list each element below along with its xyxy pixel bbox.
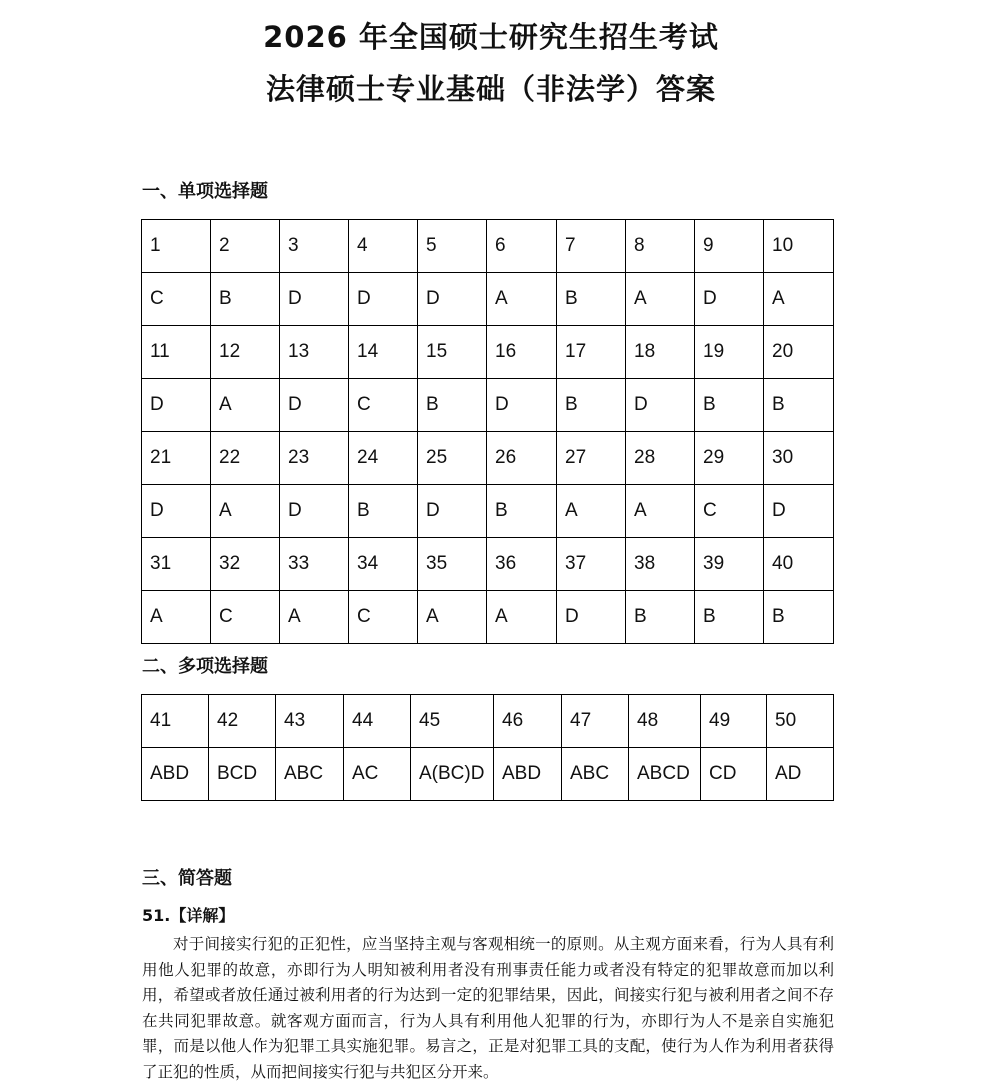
answer-cell: C: [695, 485, 764, 538]
question-number-cell: 15: [418, 326, 487, 379]
document-title: 2026 年全国硕士研究生招生考试: [263, 20, 719, 54]
question-number-cell: 7: [557, 220, 626, 273]
answer-cell: B: [764, 379, 834, 432]
question-number-cell: 49: [701, 695, 767, 748]
answer-cell: C: [349, 591, 418, 644]
question-number-cell: 29: [695, 432, 764, 485]
question-number-cell: 24: [349, 432, 418, 485]
single-choice-rows: [142, 220, 834, 644]
answer-cell: C: [349, 379, 418, 432]
multiple-choice-heading: 二、多项选择题: [142, 656, 268, 677]
answer-cell: D: [418, 273, 487, 326]
question-number-cell: 36: [487, 538, 557, 591]
question-number-cell: 20: [764, 326, 834, 379]
multiple-choice-rows: [142, 695, 834, 801]
question-number-cell: 21: [142, 432, 211, 485]
question-number-cell: 5: [418, 220, 487, 273]
answer-cell: A: [418, 591, 487, 644]
question-number-cell: 43: [276, 695, 344, 748]
answer-cell: C: [211, 591, 280, 644]
question-number-cell: 12: [211, 326, 280, 379]
question-51-explanation: 对于间接实行犯的正犯性，应当坚持主观与客观相统一的原则。从主观方面来看，行为人具有利用他人犯罪的故意，亦即行为人明知被利用者没有刑事责任能力或者没有特定的犯罪故意而加以利用，希望或者放任通过被利用者的行为达到一定的犯罪结果，因此，间接实行犯与被利用者之间不存在共同犯罪故意。就客观方面而言，行为人具有利用他人犯罪的行为，亦即行为人不是亲自实施犯罪，而是以他人作为犯罪工具实施犯罪。易言之，正是对犯罪工具的支配，使行为人作为利用者获得了正犯的性质，从而把间接实行犯与共犯区分开来。: [142, 935, 834, 1081]
question-number-cell: 17: [557, 326, 626, 379]
answer-cell: B: [349, 485, 418, 538]
question-number-cell: 4: [349, 220, 418, 273]
answer-row: [142, 748, 834, 801]
single-choice-answer-table: [141, 219, 834, 644]
answer-cell: A(BC)D: [411, 748, 494, 801]
question-number-row: [142, 538, 834, 591]
answer-cell: ABC: [276, 748, 344, 801]
answer-cell: D: [557, 591, 626, 644]
answer-cell: A: [211, 379, 280, 432]
answer-cell: A: [626, 273, 695, 326]
answer-cell: B: [626, 591, 695, 644]
question-51-label: 51.【详解】: [142, 906, 235, 925]
answer-cell: D: [280, 273, 349, 326]
document-subtitle: 法律硕士专业基础（非法学）答案: [265, 72, 716, 106]
answer-cell: ABC: [562, 748, 629, 801]
question-number-cell: 22: [211, 432, 280, 485]
question-number-cell: 37: [557, 538, 626, 591]
question-number-cell: 48: [629, 695, 701, 748]
answer-cell: D: [142, 485, 211, 538]
question-number-cell: 35: [418, 538, 487, 591]
question-number-cell: 50: [767, 695, 834, 748]
short-answer-heading: 三、简答题: [142, 868, 232, 889]
answer-cell: A: [626, 485, 695, 538]
answer-cell: A: [280, 591, 349, 644]
question-number-cell: 30: [764, 432, 834, 485]
question-number-cell: 1: [142, 220, 211, 273]
answer-cell: A: [487, 273, 557, 326]
answer-cell: A: [487, 591, 557, 644]
question-number-row: [142, 695, 834, 748]
answer-cell: B: [695, 591, 764, 644]
answer-cell: AC: [344, 748, 411, 801]
answer-cell: BCD: [209, 748, 276, 801]
question-number-cell: 10: [764, 220, 834, 273]
question-number-cell: 25: [418, 432, 487, 485]
answer-cell: B: [418, 379, 487, 432]
question-number-cell: 34: [349, 538, 418, 591]
question-number-cell: 38: [626, 538, 695, 591]
answer-cell: A: [557, 485, 626, 538]
answer-cell: D: [764, 485, 834, 538]
answer-row: [142, 485, 834, 538]
question-number-cell: 19: [695, 326, 764, 379]
answer-cell: ABD: [142, 748, 209, 801]
question-number-cell: 31: [142, 538, 211, 591]
question-number-cell: 13: [280, 326, 349, 379]
answer-cell: B: [557, 379, 626, 432]
question-number-cell: 40: [764, 538, 834, 591]
multiple-choice-answer-table: [141, 694, 834, 801]
answer-cell: B: [557, 273, 626, 326]
answer-cell: D: [418, 485, 487, 538]
question-number-cell: 2: [211, 220, 280, 273]
question-number-cell: 11: [142, 326, 211, 379]
answer-cell: A: [764, 273, 834, 326]
answer-cell: ABCD: [629, 748, 701, 801]
question-number-cell: 44: [344, 695, 411, 748]
question-number-cell: 6: [487, 220, 557, 273]
question-number-cell: 16: [487, 326, 557, 379]
answer-cell: D: [280, 379, 349, 432]
answer-cell: D: [142, 379, 211, 432]
answer-cell: B: [211, 273, 280, 326]
question-number-cell: 39: [695, 538, 764, 591]
answer-cell: D: [280, 485, 349, 538]
answer-row: [142, 273, 834, 326]
question-number-row: [142, 220, 834, 273]
question-number-cell: 3: [280, 220, 349, 273]
answer-cell: CD: [701, 748, 767, 801]
question-number-cell: 32: [211, 538, 280, 591]
answer-cell: B: [487, 485, 557, 538]
question-number-cell: 41: [142, 695, 209, 748]
question-number-cell: 18: [626, 326, 695, 379]
question-number-cell: 27: [557, 432, 626, 485]
answer-cell: D: [626, 379, 695, 432]
question-number-cell: 42: [209, 695, 276, 748]
question-number-row: [142, 326, 834, 379]
answer-cell: D: [349, 273, 418, 326]
question-number-cell: 46: [494, 695, 562, 748]
question-number-cell: 28: [626, 432, 695, 485]
answer-cell: AD: [767, 748, 834, 801]
answer-row: [142, 379, 834, 432]
question-number-cell: 33: [280, 538, 349, 591]
answer-cell: B: [764, 591, 834, 644]
answer-row: [142, 591, 834, 644]
question-number-cell: 23: [280, 432, 349, 485]
question-number-row: [142, 432, 834, 485]
single-choice-heading: 一、单项选择题: [142, 181, 268, 202]
question-number-cell: 9: [695, 220, 764, 273]
answer-cell: D: [487, 379, 557, 432]
question-number-cell: 26: [487, 432, 557, 485]
answer-cell: ABD: [494, 748, 562, 801]
question-number-cell: 14: [349, 326, 418, 379]
question-number-cell: 8: [626, 220, 695, 273]
question-number-cell: 45: [411, 695, 494, 748]
answer-cell: D: [695, 273, 764, 326]
answer-cell: B: [695, 379, 764, 432]
answer-cell: A: [211, 485, 280, 538]
answer-cell: C: [142, 273, 211, 326]
answer-cell: A: [142, 591, 211, 644]
question-number-cell: 47: [562, 695, 629, 748]
